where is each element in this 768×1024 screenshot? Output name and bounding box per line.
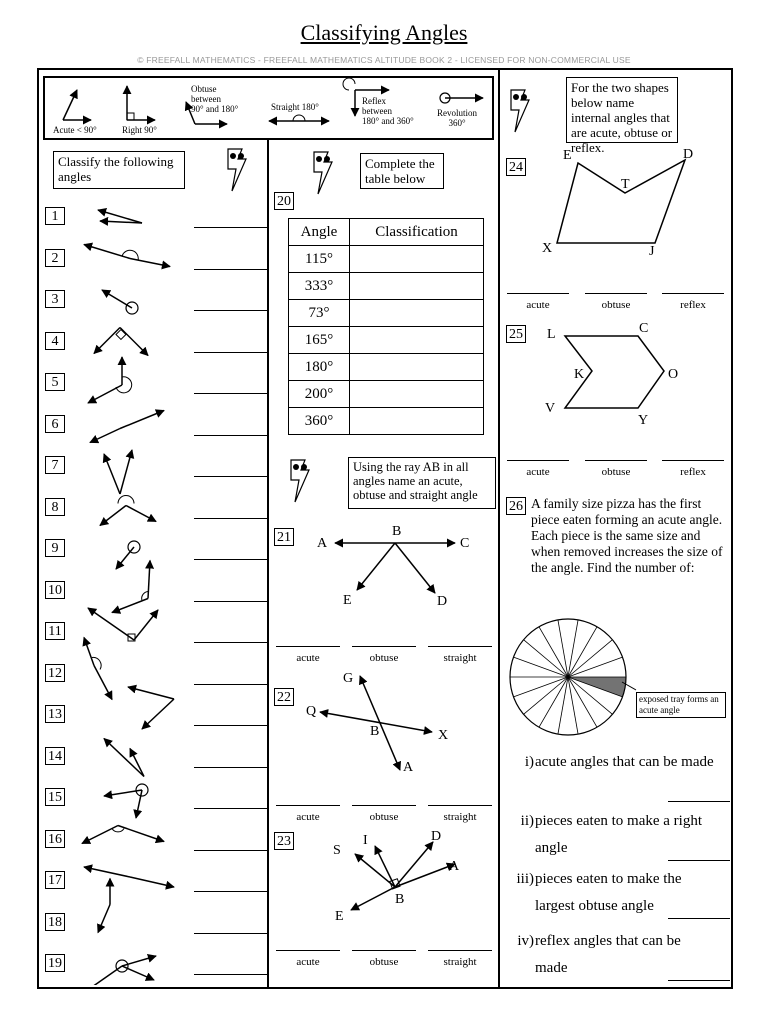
angle-value: 333° [289, 273, 350, 300]
ray [102, 290, 132, 308]
ray [84, 638, 94, 666]
answer-line[interactable] [428, 805, 492, 806]
q23-diagram [325, 822, 475, 927]
point-label: E [335, 909, 344, 924]
point-label: G [343, 671, 354, 686]
ray-instruction-bubble: Using the ray AB in all angles name an acute, obtuse and straight angle [348, 457, 496, 509]
answer-line[interactable] [194, 393, 268, 394]
answer-line[interactable] [194, 725, 268, 726]
sub-question-text: acute angles that can be made [535, 754, 714, 770]
answer-line[interactable] [194, 559, 268, 560]
legend-straight: Straight 180° [271, 102, 319, 112]
q22-diagram [300, 665, 480, 780]
ray [130, 877, 174, 887]
answer-line[interactable] [194, 642, 268, 643]
answer-line[interactable] [194, 269, 268, 270]
question-number: 11 [45, 622, 65, 640]
ray [126, 506, 156, 522]
mascot-icon [285, 456, 315, 506]
q20-angle-table [288, 218, 484, 435]
pizza-note: exposed tray forms an acute angle [636, 692, 726, 718]
classification-cell[interactable] [350, 300, 484, 327]
answer-line[interactable] [276, 646, 340, 647]
answer-line[interactable] [194, 767, 268, 768]
answer-line[interactable] [352, 646, 416, 647]
ray [90, 429, 120, 443]
ray [136, 790, 142, 818]
table-row [289, 300, 484, 327]
ray [148, 561, 150, 599]
mascot-icon [222, 145, 252, 195]
slice-line [568, 640, 612, 677]
point-label: A [449, 859, 460, 874]
answer-line[interactable] [668, 801, 730, 802]
straight-angle-icon [269, 115, 329, 121]
sub-question-text: pieces eaten to make a right angle [535, 813, 703, 856]
left-instruction-bubble: Classify the following angles [53, 151, 185, 189]
answer-label: acute [526, 299, 550, 311]
ray [88, 608, 134, 640]
classification-cell[interactable] [350, 327, 484, 354]
answer-line[interactable] [507, 460, 569, 461]
legend-obtuse: Obtuse between 90° and 180° [191, 84, 239, 114]
q25-number: 25 [506, 325, 526, 343]
point-label: L [547, 327, 556, 342]
ray [104, 739, 144, 777]
classification-cell[interactable] [350, 354, 484, 381]
answer-line[interactable] [668, 860, 730, 861]
answer-label: acute [296, 652, 320, 664]
answer-label: reflex [680, 466, 706, 478]
slice-line [524, 677, 568, 714]
answer-line[interactable] [276, 950, 340, 951]
ray [122, 966, 154, 980]
answer-line[interactable] [194, 808, 268, 809]
table-header: Classification [350, 219, 484, 246]
right-angle-icon [127, 86, 155, 120]
slice-line [524, 640, 568, 677]
q22-number: 22 [274, 688, 294, 706]
answer-label: acute [526, 466, 550, 478]
sub-question-text: pieces eaten to make the largest obtuse angle [535, 871, 682, 914]
point-label: X [438, 728, 449, 743]
q25-shape [540, 316, 690, 431]
ray [142, 699, 174, 729]
point-label: B [392, 524, 402, 539]
answer-label: obtuse [601, 466, 631, 478]
ray [130, 749, 144, 777]
point-label: D [437, 594, 448, 609]
answer-label: acute [296, 956, 320, 968]
question-number: 13 [45, 705, 65, 723]
answer-label: obtuse [369, 956, 399, 968]
answer-line[interactable] [507, 293, 569, 294]
table-row [289, 408, 484, 435]
mascot-icon [308, 148, 338, 198]
ray [120, 411, 164, 429]
answer-line[interactable] [194, 476, 268, 477]
question-number: 16 [45, 830, 65, 848]
legend-diagrams [43, 76, 494, 140]
ray [100, 506, 126, 526]
question-number: 8 [45, 498, 65, 516]
answer-line[interactable] [194, 684, 268, 685]
legend-revolution: Revolution 360° [437, 108, 477, 128]
ray [84, 867, 130, 877]
question-number: 9 [45, 539, 65, 557]
answer-line[interactable] [194, 601, 268, 602]
answer-line[interactable] [662, 293, 724, 294]
page-title: Classifying Angles [300, 20, 468, 45]
q26-number: 26 [506, 497, 526, 515]
angle-value: 180° [289, 354, 350, 381]
question-number: 12 [45, 664, 65, 682]
q24-shape [535, 140, 715, 260]
mascot-icon [505, 86, 535, 136]
sub-question-number: i) [524, 754, 534, 770]
angle-diagrams-1-19 [70, 195, 195, 985]
ray [120, 328, 148, 356]
point-label: B [370, 724, 380, 739]
answer-label: obtuse [601, 299, 631, 311]
sub-question-number: iii) [516, 871, 534, 887]
question-number: 3 [45, 290, 65, 308]
classification-cell[interactable] [350, 246, 484, 273]
point-label: T [621, 177, 630, 192]
point-label: D [683, 147, 694, 162]
ray [130, 259, 170, 267]
point-label: Q [306, 704, 317, 719]
table-row [289, 273, 484, 300]
slice-line [568, 657, 623, 677]
point-label: E [563, 148, 572, 163]
answer-label: acute [296, 811, 320, 823]
answer-label: obtuse [369, 811, 399, 823]
answer-label: straight [443, 652, 477, 664]
ray [122, 956, 156, 966]
classification-cell[interactable] [350, 408, 484, 435]
classification-cell[interactable] [350, 381, 484, 408]
slice-line [513, 657, 568, 677]
point-label: S [333, 843, 341, 858]
question-number: 19 [45, 954, 65, 972]
answer-line[interactable] [194, 352, 268, 353]
point-label: I [363, 833, 368, 848]
sub-question-number: iv) [517, 933, 534, 949]
table-header: Angle [289, 219, 350, 246]
question-number: 14 [45, 747, 65, 765]
classification-cell[interactable] [350, 273, 484, 300]
table-row [289, 246, 484, 273]
question-number: 17 [45, 871, 65, 889]
slice-line [513, 677, 568, 697]
q23-number: 23 [274, 832, 294, 850]
answer-label: straight [443, 811, 477, 823]
angle-value: 115° [289, 246, 350, 273]
answer-line[interactable] [585, 293, 647, 294]
q26-question-text: A family size pizza has the first piece eaten forming an acute angle. Each piece is the same size and when removed increases the size of the angle. Find the number of: [531, 496, 723, 575]
point-label: K [574, 367, 585, 382]
ray [84, 245, 130, 259]
point-label: D [431, 829, 442, 844]
shapes-instruction-bubble: For the two shapes below name internal angles that are acute, obtuse or reflex. [566, 77, 678, 143]
ray [128, 687, 174, 699]
column-divider-right [498, 68, 500, 989]
ray [82, 966, 122, 985]
answer-line[interactable] [194, 227, 268, 228]
point-label: A [317, 536, 328, 551]
ray [94, 328, 120, 354]
ray [116, 547, 134, 569]
pizza-diagram [506, 612, 636, 742]
ray [88, 385, 122, 403]
point-label: A [403, 760, 414, 775]
answer-line[interactable] [194, 310, 268, 311]
table-row [289, 327, 484, 354]
ray [104, 454, 120, 494]
copyright-notice: © FREEFALL MATHEMATICS - FREEFALL MATHEMATICS ALTITUDE BOOK 2 - LICENSED FOR NON-COMMERCIAL USE [137, 55, 631, 65]
legend-right: Right 90° [122, 125, 157, 135]
ray [98, 905, 110, 933]
angle-value: 200° [289, 381, 350, 408]
answer-line[interactable] [194, 435, 268, 436]
q20-instruction-bubble: Complete the table below [360, 153, 444, 189]
q21-diagram [305, 518, 485, 618]
ray [94, 666, 112, 700]
answer-line[interactable] [428, 646, 492, 647]
q20-number: 20 [274, 192, 294, 210]
point-label: V [545, 401, 556, 416]
point-label: O [668, 367, 679, 382]
question-number: 2 [45, 249, 65, 267]
answer-line[interactable] [194, 891, 268, 892]
column-divider-left [267, 140, 269, 989]
point-label: C [460, 536, 470, 551]
point-label: Y [638, 413, 649, 428]
q24-number: 24 [506, 158, 526, 176]
legend-acute: Acute < 90° [53, 125, 97, 135]
point-label: E [343, 593, 352, 608]
ray [134, 610, 158, 640]
angle-value: 360° [289, 408, 350, 435]
answer-line[interactable] [668, 918, 730, 919]
angle-arc [116, 377, 132, 393]
answer-line[interactable] [194, 518, 268, 519]
answer-line[interactable] [194, 974, 268, 975]
ray [118, 826, 164, 842]
question-number: 5 [45, 373, 65, 391]
question-number: 15 [45, 788, 65, 806]
point-label: X [542, 241, 553, 256]
point-label: B [395, 892, 405, 907]
answer-line[interactable] [352, 950, 416, 951]
point-label: C [639, 321, 649, 336]
answer-label: straight [443, 956, 477, 968]
question-number: 6 [45, 415, 65, 433]
answer-line[interactable] [276, 805, 340, 806]
answer-line[interactable] [352, 805, 416, 806]
answer-label: obtuse [369, 652, 399, 664]
question-number: 4 [45, 332, 65, 350]
question-number: 10 [45, 581, 65, 599]
revolution-angle-icon [440, 93, 483, 103]
table-row [289, 381, 484, 408]
acute-angle-icon [63, 90, 91, 120]
point-label: J [649, 244, 655, 259]
sub-question-number: ii) [520, 813, 534, 829]
ray [112, 599, 148, 613]
angle-value: 73° [289, 300, 350, 327]
answer-line[interactable] [662, 460, 724, 461]
answer-line[interactable] [428, 950, 492, 951]
answer-line[interactable] [585, 460, 647, 461]
angle-arc [112, 829, 124, 832]
answer-label: reflex [680, 299, 706, 311]
question-number: 1 [45, 207, 65, 225]
legend-reflex: Reflex between 180° and 360° [362, 96, 414, 126]
ray [120, 450, 132, 494]
ray [82, 826, 118, 844]
question-number: 7 [45, 456, 65, 474]
angle-value: 165° [289, 327, 350, 354]
sub-question-text: reflex angles that can be made [535, 933, 681, 976]
answer-line[interactable] [668, 980, 730, 981]
answer-line[interactable] [194, 850, 268, 851]
table-row [289, 354, 484, 381]
angle-arc [118, 496, 134, 504]
question-number: 18 [45, 913, 65, 931]
q21-number: 21 [274, 528, 294, 546]
answer-line[interactable] [194, 933, 268, 934]
